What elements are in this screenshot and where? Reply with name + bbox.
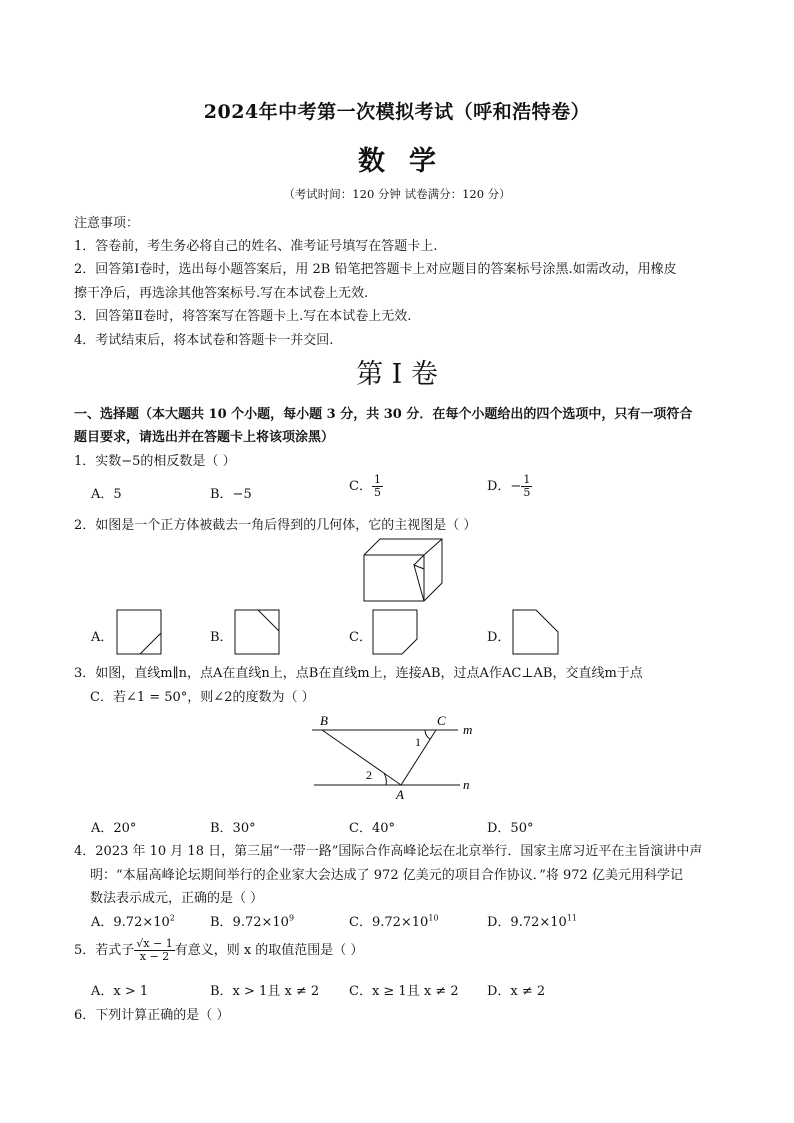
segment-ab	[322, 730, 401, 785]
q2-cube-figure	[360, 535, 445, 605]
q1-option-c-fraction	[372, 474, 383, 499]
q3-option-c: C．40°	[349, 821, 395, 836]
subject-char-1: 数	[358, 146, 385, 177]
q4-option-d-base: D．9.72×10	[487, 915, 567, 930]
label-B: B	[320, 713, 328, 728]
exam-title: 2024年中考第一次模拟考试（呼和浩特卷）	[203, 101, 591, 123]
q1-c-denominator: 5	[373, 486, 381, 499]
notice-heading: 注意事项：	[74, 216, 140, 231]
notice-item-1: 1．答卷前，考生务必将自己的姓名、准考证号填写在答题卡上.	[74, 239, 438, 254]
q4-stem-line-3: 数法表示成元，正确的是（ ）	[90, 891, 264, 906]
notice-item-3: 3．回答第Ⅱ卷时，将答案写在答题卡上.写在本试卷上无效.	[74, 309, 412, 324]
q5-stem-prefix: 5．若式子	[74, 943, 135, 958]
q4-stem-line-1: 4．2023 年 10 月 18 日，第三届“一带一路”国际合作高峰论坛在北京举行．国家主席习近平在主旨演讲中声	[74, 844, 703, 859]
q2-option-c: C．	[349, 630, 372, 645]
label-angle-1: 1	[415, 735, 421, 749]
label-m: m	[463, 722, 473, 737]
section-heading-line-2: 题目要求，请选出并在答题卡上将该项涂黑）	[74, 430, 335, 445]
notice-item-4: 4．考试结束后，将本试卷和答题卡一并交回.	[74, 333, 334, 348]
q1-option-d	[487, 474, 532, 499]
q4-option-a	[91, 911, 175, 930]
q4-option-a-base: A．9.72×10	[91, 915, 170, 930]
q2-stem: 2．如图是一个正方体被截去一角后得到的几何体，它的主视图是（ ）	[74, 518, 477, 533]
notice-item-2b: 擦干净后，再选涂其他答案标号.写在本试卷上无效.	[74, 286, 369, 301]
q4-stem-line-2: 明：“本届高峰论坛期间举行的企业家大会达成了 972 亿美元的项目合作协议．”将 972 亿美元用科学记	[90, 868, 683, 883]
q1-d-numerator: 1	[523, 473, 531, 486]
q2-option-c-view	[372, 609, 418, 655]
q4-option-c	[349, 911, 439, 930]
q4-option-b-base: B．9.72×10	[210, 915, 289, 930]
q2-option-b: B．	[210, 630, 233, 645]
q1-d-denominator: 5	[523, 486, 531, 499]
q1-stem: 1．实数−5的相反数是（ ）	[74, 454, 236, 469]
label-C: C	[437, 713, 446, 728]
q1-option-a: A．5	[91, 487, 122, 502]
q5-fraction-numerator: √x − 1	[136, 937, 173, 950]
q4-option-a-exponent: 2	[169, 913, 175, 923]
q2-option-b-view	[234, 609, 280, 655]
q3-option-d: D．50°	[487, 821, 534, 836]
q1-c-numerator: 1	[373, 473, 381, 486]
q4-option-b	[210, 911, 294, 930]
q5-fraction-denominator: x − 2	[139, 950, 170, 963]
q6-stem: 6．下列计算正确的是（ ）	[74, 1008, 230, 1023]
label-A: A	[396, 787, 404, 802]
q1-option-c-label: C．	[349, 479, 372, 494]
q1-option-d-label: D．−	[487, 479, 522, 494]
q3-stem-line-1: 3．如图，直线m∥n，点A在直线n上，点B在直线m上，连接AB，过点A作AC⊥AB，交直线m于点	[74, 666, 643, 681]
volume-heading: 第 I 卷	[356, 359, 438, 390]
q5-option-b: B．x > 1且 x ≠ 2	[210, 984, 320, 999]
q5-option-a: A．x > 1	[91, 984, 149, 999]
q4-option-d	[487, 911, 577, 930]
q1-option-b: B．−5	[210, 487, 252, 502]
notice-item-2a: 2．回答第Ⅰ卷时，选出每小题答案后，用 2B 铅笔把答题卡上对应题目的答案标号涂黑.如需改动，用橡皮	[74, 262, 677, 277]
q3-option-a: A．20°	[91, 821, 137, 836]
q5-option-c: C．x ≥ 1且 x ≠ 2	[349, 984, 459, 999]
q4-option-b-exponent: 9	[288, 913, 295, 923]
q1-option-d-fraction	[521, 474, 532, 499]
q5-stem-suffix: 有意义，则 x 的取值范围是（ ）	[174, 943, 364, 958]
q1-option-c	[349, 474, 383, 499]
q4-option-d-exponent: 11	[566, 913, 577, 923]
label-n: n	[463, 777, 470, 792]
q4-option-c-base: C．9.72×10	[349, 915, 429, 930]
section-heading-line-1: 一、选择题（本大题共 10 个小题，每小题 3 分，共 30 分．在每个小题给出的四个选项中，只有一项符合	[74, 407, 693, 422]
q3-option-b: B．30°	[210, 821, 256, 836]
q4-option-c-exponent: 10	[428, 913, 439, 923]
q2-option-a-view	[116, 609, 162, 655]
exam-time-info: （考试时间：120 分钟 试卷满分：120 分）	[283, 187, 511, 201]
q2-option-a: A．	[91, 630, 114, 645]
q2-option-d-view	[512, 609, 560, 655]
q5-fraction	[134, 938, 174, 963]
label-angle-2: 2	[366, 768, 372, 782]
q2-option-d: D．	[487, 630, 511, 645]
subject-char-2: 学	[409, 146, 436, 177]
subject-title	[0, 139, 794, 178]
q5-option-d: D．x ≠ 2	[487, 984, 546, 999]
q3-stem-line-2: C．若∠1 = 50°，则∠2的度数为（ ）	[90, 690, 315, 705]
q5-stem	[74, 938, 363, 963]
q3-parallel-lines-figure	[300, 708, 490, 803]
